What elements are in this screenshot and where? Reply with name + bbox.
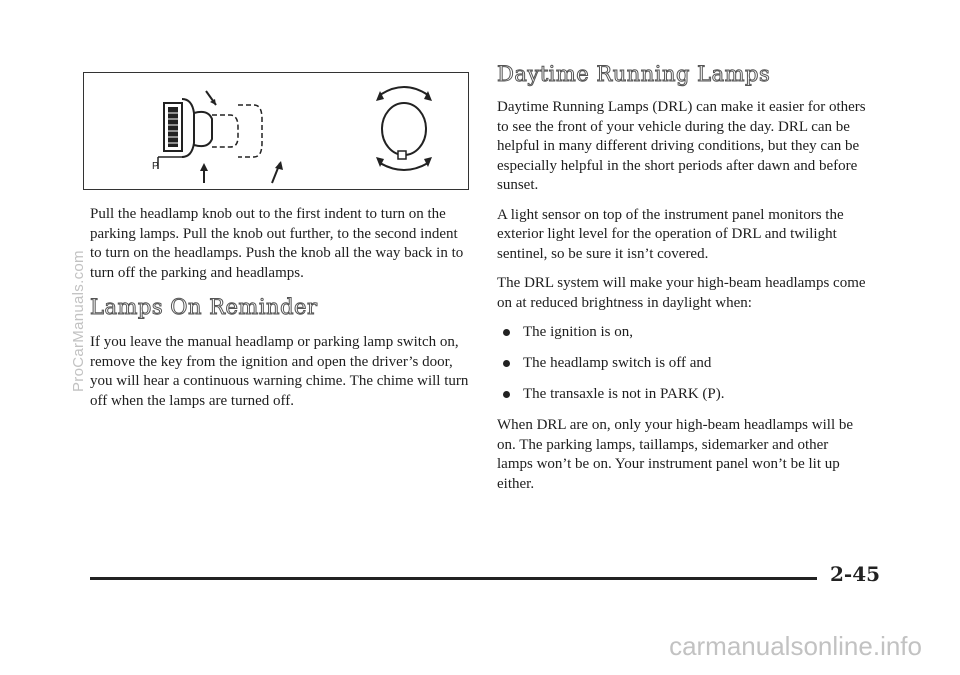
headlamp-knob-drawing: [84, 73, 468, 189]
drl-heading: Daytime Running Lamps: [497, 62, 771, 86]
drl-intro-paragraph: Daytime Running Lamps (DRL) can make it easier for others to see the front of your vehicle during the day. DRL can be helpful in many different driving conditions, but they can be especially helpful in the short periods after dawn and before sunset.: [497, 99, 866, 193]
svg-text:P: P: [152, 161, 159, 172]
bullet-icon: [503, 329, 510, 336]
lamps-on-reminder-paragraph: If you leave the manual headlamp or parking lamp switch on, remove the key from the ignition and open the driver’s door, you will hear a continuous warning chime. The chime will turn off when the lamps are turned off.: [90, 334, 469, 409]
list-item: [497, 323, 867, 342]
side-watermark: ProCarManuals.com: [70, 250, 87, 392]
list-item-text: The headlamp switch is off and: [523, 355, 712, 371]
drl-conditions-list: [497, 323, 867, 404]
right-column: [497, 62, 867, 504]
list-item-text: The transaxle is not in PARK (P).: [523, 386, 725, 402]
headlamp-knob-paragraph: Pull the headlamp knob out to the first indent to turn on the parking lamps. Pull the knob out further, to the second indent to turn on the headlamps. Push the knob all the way back in to turn off the parking and headlamps.: [90, 206, 464, 281]
lamps-on-reminder-heading: Lamps On Reminder: [90, 295, 318, 319]
footer-rule: [90, 577, 817, 580]
bullet-icon: [503, 360, 510, 367]
drl-conditions-paragraph: The DRL system will make your high-beam headlamps come on at reduced brightness in daylight when:: [497, 275, 866, 311]
list-item: [497, 354, 867, 373]
bottom-watermark-bar: [0, 625, 960, 675]
bullet-icon: [503, 391, 510, 398]
page-number: 2-45: [830, 562, 881, 586]
headlamp-knob-illustration: [83, 72, 469, 190]
left-column: [90, 205, 470, 421]
light-sensor-paragraph: A light sensor on top of the instrument panel monitors the exterior light level for the operation of DRL and twilight sentinel, so be sure it isn’t covered.: [497, 206, 844, 262]
drl-on-paragraph: When DRL are on, only your high-beam headlamps will be on. The parking lamps, taillamps, sidemarker and other lamps won’t be on. Your instrument panel won’t be lit up either.: [497, 417, 854, 492]
list-item: [497, 385, 867, 404]
list-item-text: The ignition is on,: [523, 324, 633, 340]
bottom-watermark: carmanualsonline.info: [669, 631, 922, 661]
